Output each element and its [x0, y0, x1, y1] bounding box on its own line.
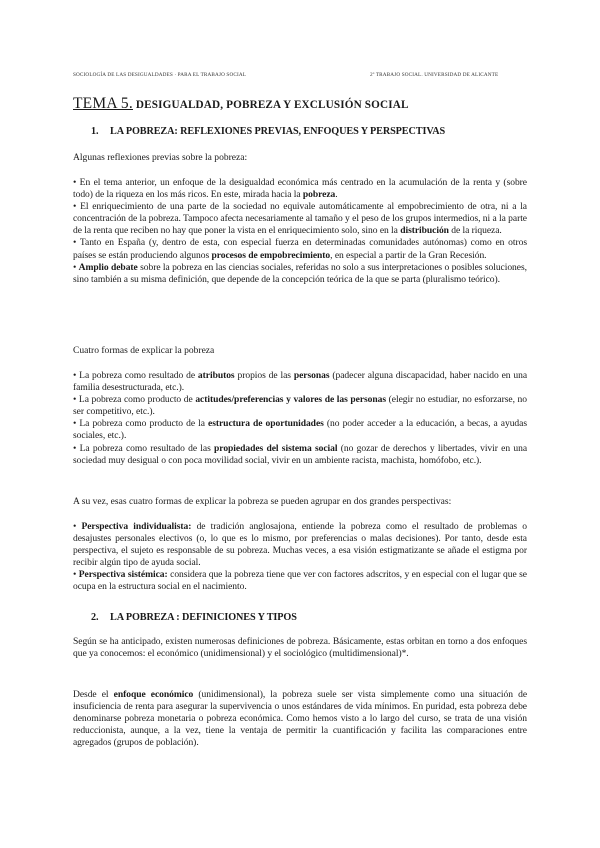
section-1-title: LA POBREZA: REFLEXIONES PREVIAS, ENFOQUES Y PERSPECTIVAS: [110, 126, 446, 137]
section-1-intro: Algunas reflexiones previas sobre la pobreza:: [73, 152, 248, 163]
perspectives-intro: A su vez, esas cuatro formas de explicar la pobreza se pueden agrupar en dos grandes perspectivas:: [73, 496, 452, 507]
forms-list: [73, 370, 527, 467]
section-1-number: 1.: [91, 126, 99, 137]
perspective-individualist: • Perspectiva individualista: de tradición anglosajona, entiende la pobreza como el resultado de problemas o desajustes personales electivos (o, lo que es lo mismo, por preferencias o malas decisiones). Por tanto, desde esta perspectiva, el sujeto es responsable de su pobreza. Muchas veces, a esa visión estigmatizante se añade el estigma por recibir algún tipo de ayuda social.: [73, 521, 527, 569]
running-header-right: 2º TRABAJO SOCIAL. UNIVERSIDAD DE ALICANTE: [370, 72, 499, 78]
running-header-left: SOCIOLOGÍA DE LAS DESIGUALDADES · PARA EL TRABAJO SOCIAL: [73, 72, 247, 78]
form-item-4: • La pobreza como resultado de las propiedades del sistema social (no gozar de derechos y libertades, vivir en una sociedad muy desigual o con poca movilidad social, vivir en un ambiente racista, machista, homófobo, etc.).: [73, 442, 528, 466]
reflection-bullet-3: • Tanto en España (y, dentro de esta, con especial fuerza en determinadas comunidades autónomas) como en otros países se están produciendo algunos procesos de empobrecimiento, en especial a partir de la Gran Recesión.: [73, 237, 527, 261]
reflection-bullet-4: • Amplio debate sobre la pobreza en las ciencias sociales, referidas no solo a sus interpretaciones o posibles soluciones, sino también a su misma definición, que depende de la concepción teórica de la que se parta (pluralismo teórico).: [73, 261, 527, 285]
page-title: [73, 95, 533, 113]
reflection-bullets: [73, 177, 527, 286]
perspective-systemic: • Perspectiva sistémica: considera que la pobreza tiene que ver con factores adscritos, y en especial con el lugar que se ocupa en la estructura social en el nacimiento.: [73, 569, 527, 593]
reflection-bullet-1: • En el tema anterior, un enfoque de la desigualdad económica más centrado en la acumulación de la renta y (sobre todo) de la riqueza en los más ricos. En este, mirada hacia la pobreza.: [73, 177, 527, 201]
forms-heading: Cuatro formas de explicar la pobreza: [73, 345, 215, 356]
section-2-number: 2.: [91, 612, 99, 623]
form-item-3: • La pobreza como producto de la estructura de oportunidades (no poder acceder a la educación, a becas, a ayudas sociales, etc.).: [73, 418, 528, 442]
title-number: TEMA 5.: [73, 95, 133, 112]
form-item-2: • La pobreza como producto de actitudes/preferencias y valores de las personas (elegir no estudiar, no esforzarse, no ser competitivo, etc.).: [73, 394, 527, 418]
section-2-intro: Según se ha anticipado, existen numerosas definiciones de pobreza. Básicamente, estas orbitan en torno a dos enfoques que ya conocemos: el económico (unidimensional) y el sociológico (multidimensional)*.: [73, 636, 527, 660]
section-2-title: LA POBREZA : DEFINICIONES Y TIPOS: [110, 612, 297, 623]
title-text: DESIGUALDAD, POBREZA Y EXCLUSIÓN SOCIAL: [132, 99, 409, 111]
section-2-heading: [91, 612, 297, 623]
reflection-bullet-2: • El enriquecimiento de una parte de la sociedad no equivale automáticamente al empobrecimiento de otra, ni a la concentración de la pobreza. Tampoco afecta necesariamente al tamaño y el peso de los grupos intermedios, ni a la parte de la renta que reciben no hay que poner la vista en el enriquecimiento solo, sino en la distribución de la riqueza.: [73, 201, 527, 237]
section-1-heading: [91, 126, 445, 137]
economic-approach-paragraph: Desde el enfoque económico (unidimensional), la pobreza suele ser vista simplemente como una situación de insuficiencia de renta para asegurar la supervivencia o unos estándares de vida mínimos. En puridad, esta pobreza debe denominarse pobreza monetaria o pobreza económica. Como hemos visto a lo largo del curso, se trata de una visión reduccionista, aunque, a la vez, tiene la ventaja de permitir la cuantificación y facilita las comparaciones entre agregados (grupos de población).: [73, 689, 528, 749]
perspectives-list: [73, 521, 527, 594]
form-item-1: • La pobreza como resultado de atributos propios de las personas (padecer alguna discapacidad, haber nacido en una familia desestructurada, etc.).: [73, 370, 528, 394]
